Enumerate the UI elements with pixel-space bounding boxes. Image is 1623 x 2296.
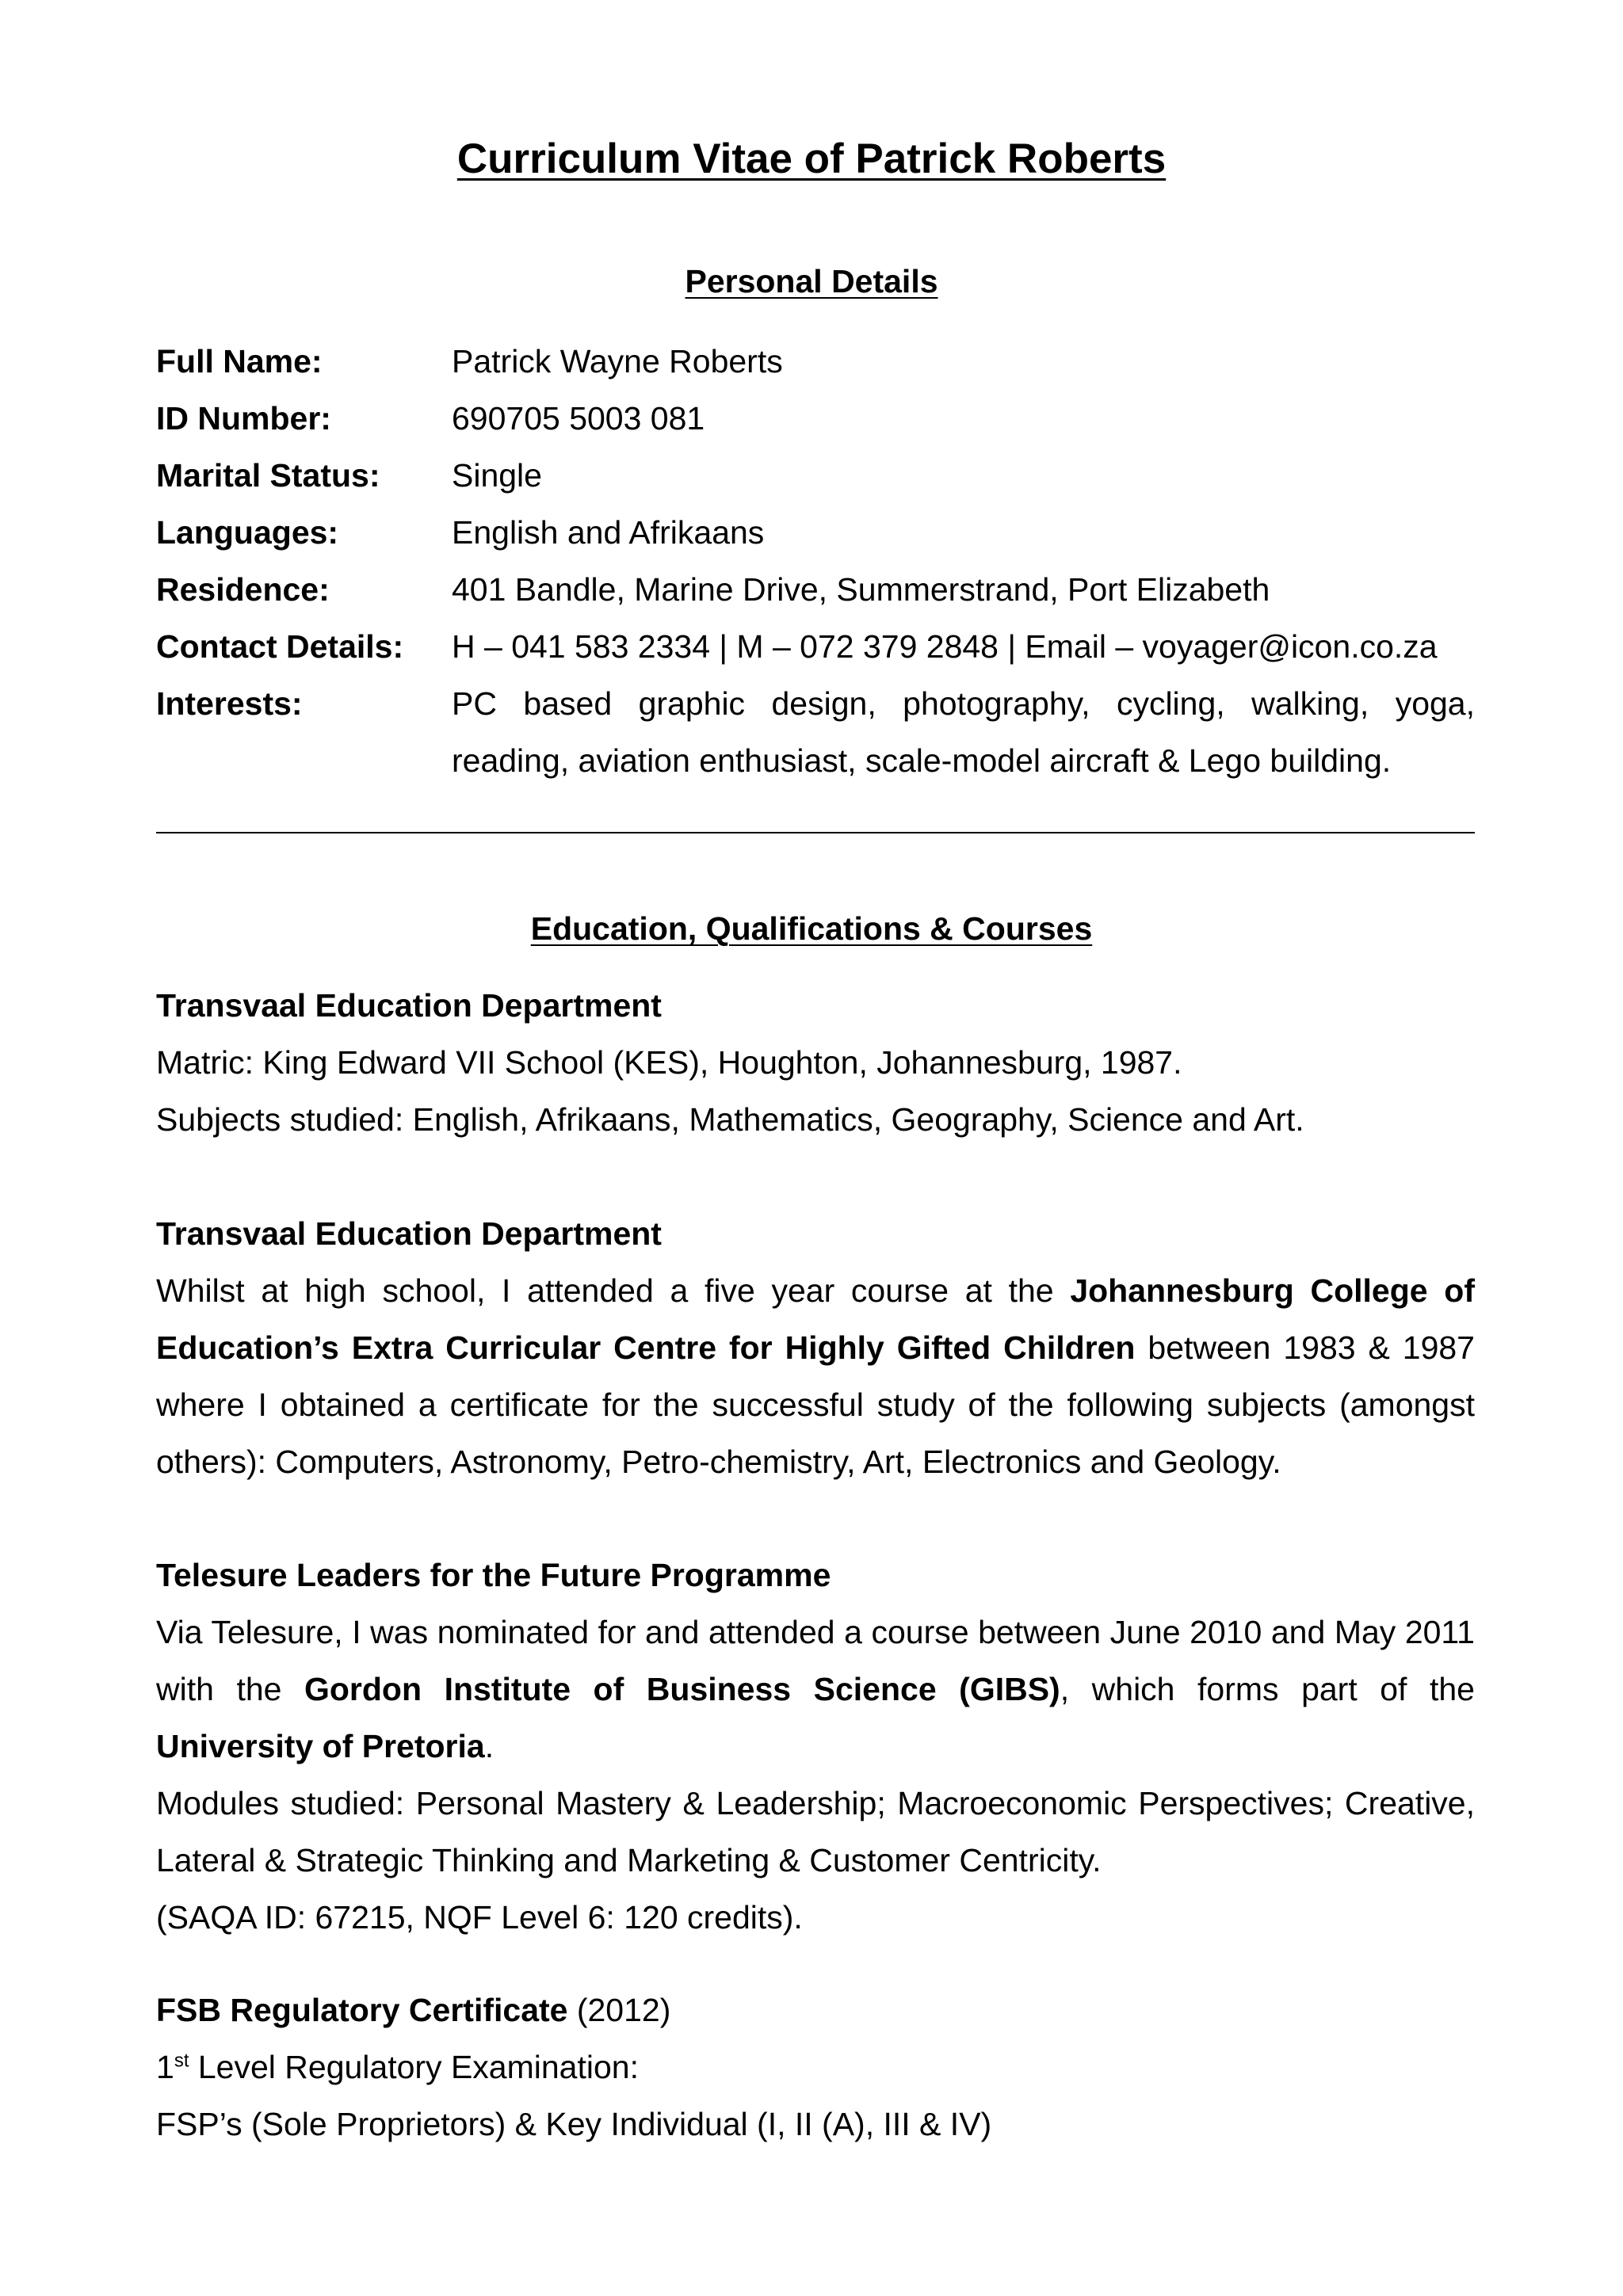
entry-heading: Telesure Leaders for the Future Programme	[156, 1557, 831, 1593]
detail-label: Languages:	[156, 514, 339, 551]
detail-value: 401 Bandle, Marine Drive, Summerstrand, Port Elizabeth	[452, 571, 1270, 608]
entry-text: .	[484, 1728, 495, 1764]
entry-heading: FSB Regulatory Certificate	[156, 1992, 568, 2028]
detail-value: 690705 5003 081	[452, 400, 705, 437]
personal-details-heading: Personal Details	[685, 263, 938, 299]
detail-label: Contact Details:	[156, 628, 404, 665]
entry-paragraph	[156, 1262, 1475, 1490]
entry-university: University of Pretoria	[156, 1728, 485, 1764]
personal-details-table	[156, 333, 1475, 789]
detail-row-contact-details	[156, 618, 1475, 675]
detail-row-id-number	[156, 390, 1475, 447]
detail-label: Interests:	[156, 685, 303, 722]
education-heading: Education, Qualifications & Courses	[530, 910, 1093, 947]
entry-institution: Johannesburg College of Education’s Extra Curricular Centre for Highly Gifted Children	[156, 1272, 1475, 1366]
detail-label: Full Name:	[156, 343, 323, 379]
entry-text: Whilst at high school, I attended a five year course at the	[156, 1272, 1071, 1309]
education-entry-ted-gifted	[156, 1205, 1475, 1490]
section-divider	[156, 832, 1475, 833]
entry-heading: Transvaal Education Department	[156, 1215, 662, 1252]
entry-text: Via Telesure, I was nominated for and attended a course between June 2010 and May 2011 with the	[156, 1614, 1475, 1707]
detail-row-marital-status	[156, 447, 1475, 504]
entry-text: Matric: King Edward VII School (KES), Houghton, Johannesburg, 1987.	[156, 1044, 1182, 1081]
entry-text: between 1983 & 1987 where I obtained a certificate for the successful study of the following subjects (amongst others): Computers, Astronomy, Petro-chemistry, Art, Electronics and Geology.	[156, 1329, 1475, 1480]
detail-label: ID Number:	[156, 400, 331, 437]
detail-row-interests	[156, 675, 1475, 789]
detail-row-residence	[156, 561, 1475, 618]
level-text: Level Regulatory Examination:	[189, 2049, 639, 2085]
entry-fsp: FSP’s (Sole Proprietors) & Key Individual (I, II (A), III & IV)	[156, 2106, 992, 2142]
detail-label: Residence:	[156, 571, 330, 608]
entry-paragraph	[156, 1604, 1475, 1775]
detail-value: H – 041 583 2334 | M – 072 379 2848 | Email – voyager@icon.co.za	[452, 628, 1438, 665]
entry-heading: Transvaal Education Department	[156, 987, 662, 1024]
entry-text: , which forms part of the	[1060, 1671, 1475, 1707]
education-entry-fsb	[156, 1981, 1475, 2153]
detail-value: Patrick Wayne Roberts	[452, 343, 783, 379]
detail-value: PC based graphic design, photography, cycling, walking, yoga, reading, aviation enthusiast, scale-model aircraft & Lego building.	[452, 685, 1475, 779]
detail-value: English and Afrikaans	[452, 514, 765, 551]
entry-heading-line	[156, 1981, 1475, 2039]
level-number: 1	[156, 2049, 174, 2085]
detail-value: Single	[452, 457, 542, 494]
entry-modules: Modules studied: Personal Mastery & Leadership; Macroeconomic Perspectives; Creative, Lateral & Strategic Thinking and Marketing & Customer Centricity.	[156, 1785, 1475, 1878]
education-entry-telesure	[156, 1547, 1475, 1946]
education-entry-ted-matric	[156, 977, 1475, 1148]
entry-institution: Gordon Institute of Business Science (GIBS)	[304, 1671, 1060, 1707]
entry-saqa: (SAQA ID: 67215, NQF Level 6: 120 credits).	[156, 1899, 803, 1936]
entry-text: Subjects studied: English, Afrikaans, Mathematics, Geography, Science and Art.	[156, 1101, 1304, 1138]
detail-label: Marital Status:	[156, 457, 380, 494]
detail-row-languages	[156, 504, 1475, 561]
entry-level-line	[156, 2039, 1475, 2096]
entry-year: (2012)	[567, 1992, 671, 2028]
detail-row-full-name	[156, 333, 1475, 390]
document-title: Curriculum Vitae of Patrick Roberts	[456, 135, 1167, 182]
level-ordinal: st	[174, 2050, 189, 2072]
